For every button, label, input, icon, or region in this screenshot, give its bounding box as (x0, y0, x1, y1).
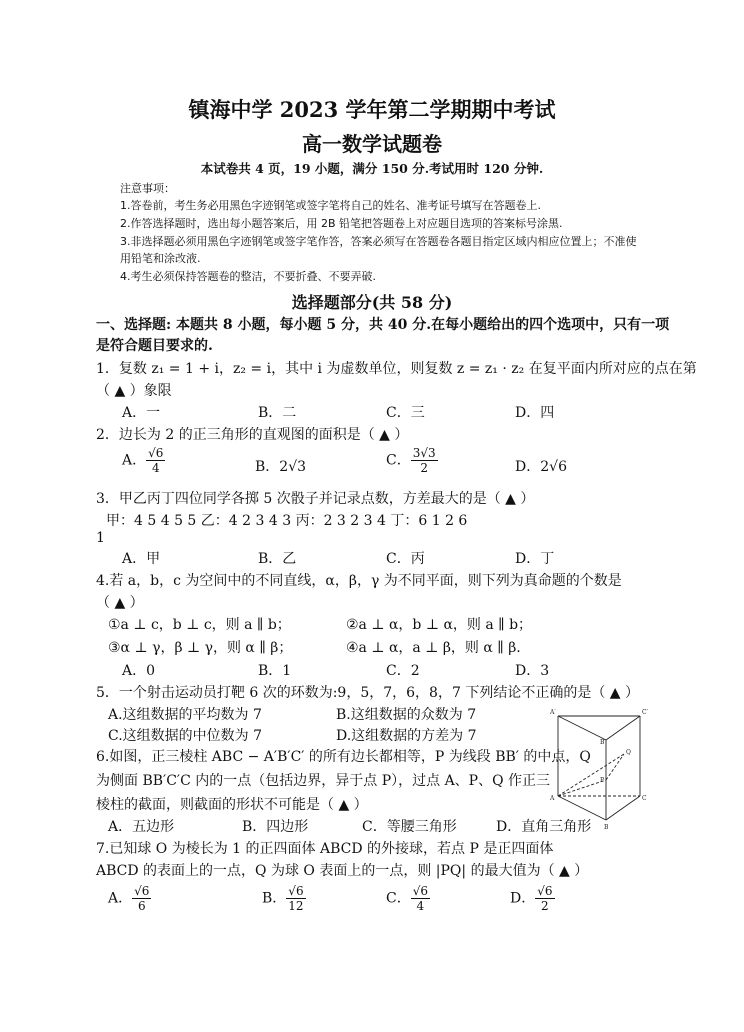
q2-a-numerator: √6 (148, 446, 164, 460)
q7-label-b: B． (262, 890, 287, 907)
note-item-3-cont: 用铅笔和涂改液. (120, 252, 201, 265)
prism-edge (606, 796, 640, 820)
q2-option-d (515, 456, 567, 476)
prism-edge (558, 796, 606, 820)
q7-option-b (262, 884, 306, 913)
note-item-3: 3.非选择题必须用黑色字迹钢笔或签字笔作答，答案必须写在答题卷各题目指定区域内相应位置上；不准使 (120, 235, 637, 248)
label-a: A (550, 795, 555, 802)
label-a1: A′ (550, 709, 556, 716)
q6-option-c: C．等腰三角形 (362, 819, 457, 835)
q4-option-a: A．0 (122, 663, 156, 679)
section-line (558, 754, 624, 796)
label-b: B (604, 824, 609, 831)
q2-c-numerator: 3√3 (412, 446, 436, 460)
q7-stem-cont: ABCD 的表面上的一点，Q 为球 O 表面上的一点，则 |PQ| 的最大值为（ ▲ ） (96, 863, 589, 879)
q7-stem: 7.已知球 O 为棱长为 1 的正四面体 ABCD 的外接球，若点 P 是正四面体 (96, 841, 554, 857)
q6-stem-cont-2: 棱柱的截面，则截面的形状不可能是（ ▲ ） (96, 797, 368, 813)
q2-label-d: D． (515, 459, 541, 475)
q1-stem: 1．复数 z₁ = 1 + i，z₂ = i，其中 i 为虚数单位，则复数 z = z₁ · z₂ 在复平面内所对应的点在第 (96, 361, 697, 377)
q3-option-a: A．甲 (122, 551, 161, 567)
q4-statement-3: ③α ⊥ γ，β ⊥ γ，则 α ∥ β； (108, 640, 293, 656)
q2-b-value: 2√3 (279, 459, 307, 475)
q4-statement-1: ①a ⊥ c，b ⊥ c，则 a ∥ b； (108, 617, 291, 633)
q3-data: 甲：4 5 4 5 5 乙：4 2 3 4 3 丙：2 3 2 3 4 丁：6 1 2 6 (106, 513, 468, 529)
q2-label-c: C． (386, 452, 411, 469)
notes-heading: 注意事项： (120, 182, 175, 195)
prism-edge (558, 716, 606, 740)
prism-edge (606, 716, 640, 740)
exam-title: 镇海中学 2023 学年第二学期期中考试 (188, 97, 556, 122)
label-p: P (600, 777, 605, 784)
q7-c-denominator: 4 (416, 899, 425, 913)
q2-stem: 2．边长为 2 的正三角形的直观图的面积是（ ▲ ） (96, 427, 409, 443)
q5-option-b: B.这组数据的众数为 7 (336, 707, 477, 723)
q2-label-a: A． (122, 452, 147, 469)
q5-stem: 5．一个射击运动员打靶 6 次的环数为:9，5，7，6，8，7 下列结论不正确的是（ ▲ ） (96, 685, 639, 701)
q5-option-d: D.这组数据的方差为 7 (336, 728, 477, 744)
section-instruction: 一、选择题: 本题共 8 小题，每小题 5 分，共 40 分.在每小题给出的四个选项中，只有一项 (96, 317, 670, 333)
section-title: 选择题部分(共 58 分) (291, 293, 453, 312)
q6-option-d: D．直角三角形 (496, 819, 592, 835)
q7-d-denominator: 2 (541, 899, 549, 913)
q7-fraction-a (132, 884, 151, 913)
q1-option-c: C．三 (386, 405, 425, 421)
q7-a-denominator: 6 (137, 899, 146, 913)
q6-stem-cont: 为侧面 BB′C′C 内的一点（包括边界，异于点 P），过点 A、P、Q 作正三 (96, 773, 551, 789)
q2-fraction-c (411, 446, 438, 475)
q2-label-b: B． (255, 459, 280, 475)
q4-stem: 4.若 a，b，c 为空间中的不同直线，α，β，γ 为不同平面，则下列为真命题的个数是 (96, 573, 622, 589)
exam-subtitle: 高一数学试题卷 (302, 132, 442, 156)
q7-d-numerator: √6 (537, 884, 553, 898)
q6-option-a: A．五边形 (108, 819, 175, 835)
q2-fraction-a (146, 446, 165, 475)
q7-b-denominator: 12 (288, 899, 304, 913)
q7-fraction-d (535, 884, 554, 913)
q7-option-d (510, 884, 555, 913)
exam-info: 本试卷共 4 页，19 小题，满分 150 分.考试用时 120 分钟. (200, 161, 544, 176)
q2-d-value: 2√6 (540, 459, 567, 475)
q2-option-b (255, 456, 306, 476)
q3-data-wrap: 1 (96, 530, 105, 546)
note-item-2: 2.作答选择题时，选出每小题答案后，用 2B 铅笔把答题卷上对应题目选项的答案标号涂黑. (120, 217, 563, 230)
q5-option-a: A.这组数据的平均数为 7 (108, 707, 262, 723)
q4-stem-cont: （ ▲ ） (96, 595, 144, 611)
q3-option-d: D．丁 (515, 551, 555, 567)
q1-option-a: A．一 (122, 405, 161, 421)
q3-option-c: C．丙 (386, 551, 425, 567)
q7-fraction-c (411, 884, 430, 913)
q4-statement-4: ④a ⊥ α，a ⊥ β，则 α ∥ β. (346, 640, 521, 656)
q1-option-d: D．四 (515, 405, 555, 421)
label-c: C (642, 795, 647, 802)
q7-fraction-b (286, 884, 305, 913)
note-item-4: 4.考生必须保持答题卷的整洁，不要折叠、不要弄破. (120, 270, 376, 283)
q3-stem: 3．甲乙丙丁四位同学各掷 5 次骰子并记录点数，方差最大的是（ ▲ ） (96, 491, 535, 507)
label-q: Q (626, 749, 631, 756)
note-item-1: 1.答卷前，考生务必用黑色字迹钢笔或签字笔将自己的姓名、准考证号填写在答题卷上. (120, 199, 541, 212)
q1-option-b: B．二 (258, 405, 297, 421)
q4-option-d: D．3 (515, 663, 550, 679)
q4-option-b: B．1 (258, 663, 292, 679)
q6-option-b: B．四边形 (242, 819, 309, 835)
section-instruction-cont: 是符合题目要求的. (96, 338, 213, 354)
q2-a-denominator: 4 (151, 461, 160, 475)
prism-figure (548, 702, 658, 832)
q7-label-a: A． (108, 890, 133, 907)
q7-c-numerator: √6 (412, 884, 428, 898)
q7-option-c (386, 884, 430, 913)
q2-option-c (386, 446, 438, 475)
section-line (558, 780, 606, 796)
q1-stem-cont: （ ▲ ）象限 (96, 383, 172, 399)
q7-option-a (108, 884, 151, 913)
q4-option-c: C．2 (386, 663, 420, 679)
q7-b-numerator: √6 (288, 884, 304, 898)
q3-option-b: B．乙 (258, 551, 297, 567)
q2-c-denominator: 2 (420, 461, 428, 475)
label-c1: C′ (642, 709, 648, 716)
q2-option-a (122, 446, 165, 475)
q7-label-c: C． (386, 890, 411, 907)
q7-a-numerator: √6 (134, 884, 150, 898)
q5-option-c: C.这组数据的中位数为 7 (108, 728, 263, 744)
q4-statement-2: ②a ⊥ α，b ⊥ α，则 a ∥ b； (346, 617, 533, 633)
q6-stem: 6.如图，正三棱柱 ABC − A′B′C′ 的所有边长都相等，P 为线段 BB′ 的中点，Q (96, 749, 591, 765)
section-line (606, 754, 624, 780)
label-b1: B′ (600, 739, 606, 746)
q7-label-d: D． (510, 890, 536, 907)
